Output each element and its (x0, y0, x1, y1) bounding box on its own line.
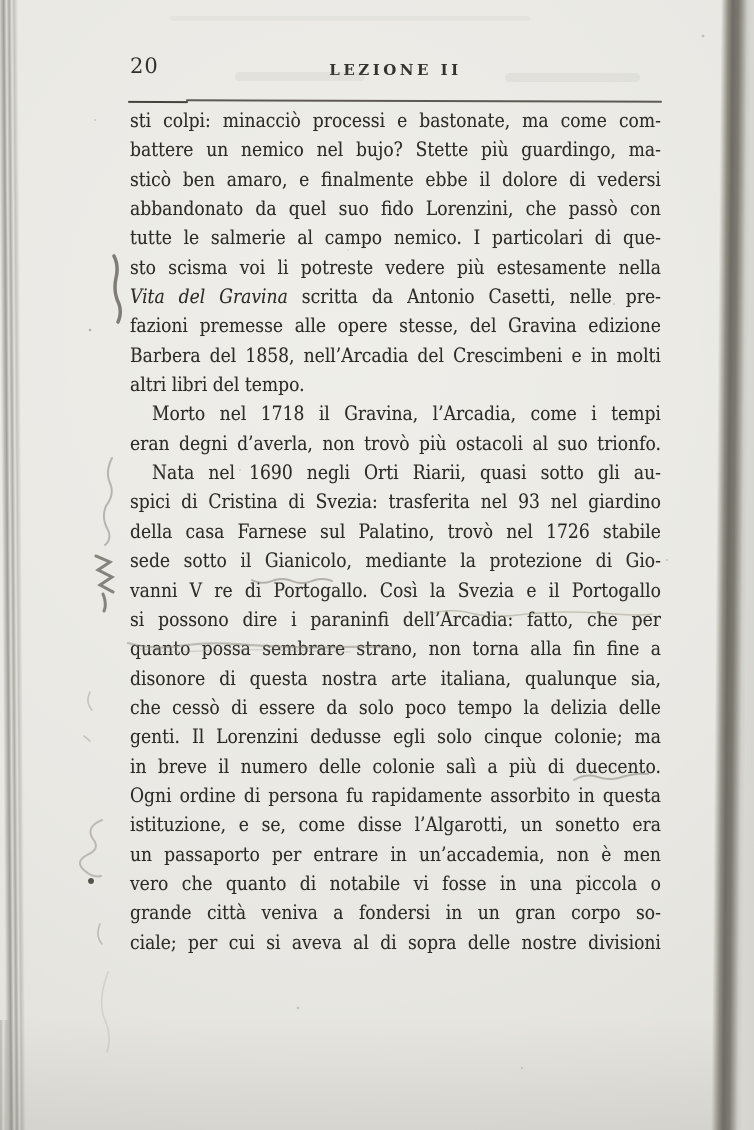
text-line: vanni V re di Portogallo. Così la Svezia e il Portogallo (130, 578, 661, 602)
text-line: altri libri del tempo. (130, 373, 305, 397)
text-line: quanto possa sembrare strano, non torna alla fin fine a (130, 637, 661, 661)
body-text (130, 106, 661, 957)
text-line: un passaporto per entrare in un’accademia, non è men (130, 842, 661, 866)
text-line: spici di Cristina di Svezia: trasferita nel 93 nel giardino (130, 490, 661, 514)
pencil-curly-squiggle (80, 820, 102, 876)
text-line: eran degni d’averla, non trovò più ostacoli al suo trionfo. (130, 431, 661, 455)
text-line: sticò ben amaro, e finalmente ebbe il dolore di vedersi (130, 167, 661, 191)
text-line: istituzione, e se, come disse l’Algarotti, un sonetto era (130, 813, 661, 837)
header-rule (186, 99, 662, 102)
text-line: genti. Il Lorenzini dedusse egli solo cinque colonie; ma (130, 725, 661, 749)
text-line: sto scisma voi li potreste vedere più estesamente nella (130, 255, 661, 279)
text-line: sti colpi: minacciò processi e bastonate, ma come com- (130, 109, 661, 132)
text-line: sede sotto il Gianicolo, mediante la protezione di Gio- (130, 549, 661, 573)
text-line: Barbera del 1858, nell’Arcadia del Crescimbeni e in molti (130, 343, 661, 367)
text-line: in breve il numero delle colonie salì a più di duecento. (130, 754, 661, 778)
book-gutter-left (0, 0, 26, 1130)
book-gutter-foot (0, 1020, 26, 1130)
pencil-tick-ciale (98, 924, 102, 944)
header-rule-left-segment (128, 101, 188, 104)
pencil-dot-small (89, 329, 92, 332)
pencil-margin-squiggle (104, 458, 112, 545)
running-header: LEZIONE II (329, 61, 462, 79)
text-line: disonore di questa nostra arte italiana, qualunque sia, (130, 666, 661, 690)
text-line: tutte le salmerie al campo nemico. I particolari di que- (130, 226, 661, 250)
page-number: 20 (130, 54, 159, 78)
pencil-margin-stroke (114, 256, 120, 322)
text-line: Nata nel 1690 negli Orti Riarii, quasi sotto gli au- (151, 461, 661, 485)
text-line: ciale; per cui si aveva al di sopra delle nostre divisioni (130, 930, 661, 954)
page-edge-shadow-right (690, 0, 754, 1130)
text-line: battere un nemico nel bujo? Stette più guardingo, ma- (130, 138, 661, 162)
text-line: si possono dire i paraninfi dell’Arcadia: fatto, che per (130, 607, 661, 631)
pencil-tick-inbreve (84, 692, 92, 741)
text-line: Morto nel 1718 il Gravina, l’Arcadia, come i tempi (151, 402, 661, 426)
text-line: fazioni premesse alle opere stesse, del Gravina edizione (130, 314, 661, 338)
text-line: che cessò di essere da solo poco tempo la delizia delle (130, 695, 661, 719)
text-line: Vita del Gravina scritta da Antonio Casetti, nelle pre- (130, 285, 661, 309)
text-line: vero che quanto di notabile vi fosse in una piccola o (130, 871, 661, 895)
text-line: abbandonato da quel suo fido Lorenzini, che passò con (130, 197, 661, 221)
pencil-curve-bottom-margin (102, 972, 109, 1052)
text-line: della casa Farnese sul Palatino, trovò nel 1726 stabile (130, 519, 661, 543)
pencil-margin-scribble (96, 556, 113, 611)
text-line: grande città veniva a fondersi in un gran corpo so- (130, 901, 661, 925)
text-line: Ogni ordine di persona fu rapidamente assorbito in questa (130, 783, 661, 807)
pencil-dot (88, 878, 94, 884)
